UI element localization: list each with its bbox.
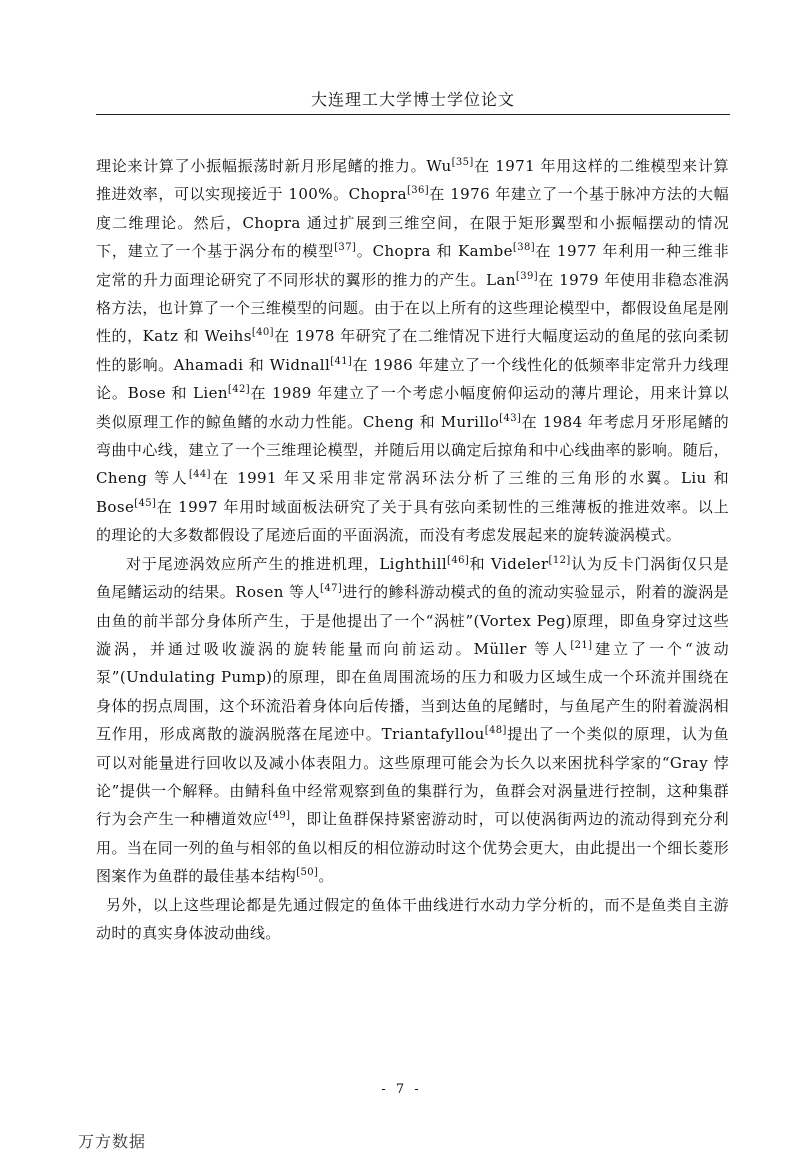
citation-ref: [47] <box>320 583 343 595</box>
citation-ref: [48] <box>484 725 507 737</box>
paragraph: 理论来计算了小振幅振荡时新月形尾鳍的推力。Wu[35]在 1971 年用这样的二维模型来计算推进效率，可以实现接近于 100%。Chopra[36]在 1976 年建立了一个基于脉冲方法的大幅度二维理论。然后，Chopra 通过扩展到三维空间，在限于矩形翼型和小振幅摆动的情况下，建立了一个基于涡分布的模型[37]。Chopra 和 Kambe[38]在 1977 年利用一种三维非定常的升力面理论研究了不同形状的翼形的推力的产生。Lan[39]在 1979 年使用非稳态准涡格方法，也计算了一个三维模型的问题。由于在以上所有的这些理论模型中，都假设鱼尾是刚性的，Katz 和 Weihs[40]在 1978 年研究了在二维情况下进行大幅度运动的鱼尾的弦向柔韧性的影响。Ahamadi 和 Widnall[41]在 1986 年建立了一个线性化的低频率非定常升力线理论。Bose 和 Lien[42]在 1989 年建立了一个考虑小幅度俯仰运动的薄片理论，用来计算以类似原理工作的鲸鱼鳍的水动力性能。Cheng 和 Murillo[43]在 1984 年考虑月牙形尾鳍的弯曲中心线，建立了一个三维理论模型，并随后用以确定后掠角和中心线曲率的影响。随后，Cheng 等人[44]在 1991 年又采用非定常涡环法分析了三维的三角形的水翼。Liu 和 Bose[45]在 1997 年用时域面板法研究了关于具有弦向柔韧性的三维薄板的推进效率。以上的理论的大多数都假设了尾迹后面的平面涡流，而没有考虑发展起来的旋转漩涡模式。 <box>96 157 730 545</box>
citation-ref: [37] <box>334 242 357 254</box>
citation-ref: [21] <box>570 639 593 651</box>
citation-ref: [41] <box>330 355 353 367</box>
running-header: 大连理工大学博士学位论文 <box>310 90 515 109</box>
citation-ref: [49] <box>268 810 291 822</box>
paragraph: 对于尾迹涡效应所产生的推进机理，Lighthill[46]和 Videler[12]认为反卡门涡街仅只是鱼尾鳍运动的结果。Rosen 等人[47]进行的鲹科游动模式的鱼的流动实验显示，附着的漩涡是由鱼的前半部分身体所产生，于是他提出了一个“涡桩”(Vortex Peg)原理，即鱼身穿过这些漩涡，并通过吸收漩涡的旋转能量而向前运动。Müller 等人[21]建立了一个“波动泵”(Undulating Pump)的原理，即在鱼周围流场的压力和吸力区域生成一个环流并围绕在身体的拐点周围，这个环流沿着身体向后传播，当到达鱼的尾鳍时，与鱼尾产生的附着漩涡相互作用，形成离散的漩涡脱落在尾迹中。Triantafyllou[48]提出了一个类似的原理，认为鱼可以对能量进行回收以及减小体表阻力。这些原理可能会为长久以来困扰科学家的“Gray 悖论”提供一个解释。由鲭科鱼中经常观察到鱼的集群行为，鱼群会对涡量进行控制，这种集群行为会产生一种槽道效应[49]，即让鱼群保持紧密游动时，可以使涡街两边的流动得到充分利用。当在同一列的鱼与相邻的鱼以相反的相位游动时这个优势会更大，由此提出一个细长菱形图案作为鱼群的最佳基本结构[50]。 <box>96 554 730 886</box>
page-number: - 7 - <box>381 1082 422 1097</box>
paragraph: 另外，以上这些理论都是先通过假定的鱼体干曲线进行水动力学分析的，而不是鱼类自主游动时的真实身体波动曲线。 <box>96 895 729 942</box>
citation-ref: [36] <box>406 185 430 197</box>
citation-ref: [43] <box>499 412 522 424</box>
citation-ref: [44] <box>188 469 211 481</box>
citation-ref: [38] <box>512 242 536 254</box>
header-rule <box>96 114 730 115</box>
watermark: 万方数据 <box>78 1132 147 1151</box>
citation-ref: [40] <box>251 327 274 339</box>
citation-ref: [45] <box>134 497 157 509</box>
citation-ref: [35] <box>451 157 474 168</box>
citation-ref: [12] <box>548 554 571 566</box>
citation-ref: [42] <box>227 384 251 396</box>
citation-ref: [50] <box>296 867 319 879</box>
body-text <box>96 152 729 947</box>
citation-ref: [46] <box>447 554 470 566</box>
citation-ref: [39] <box>515 270 539 282</box>
